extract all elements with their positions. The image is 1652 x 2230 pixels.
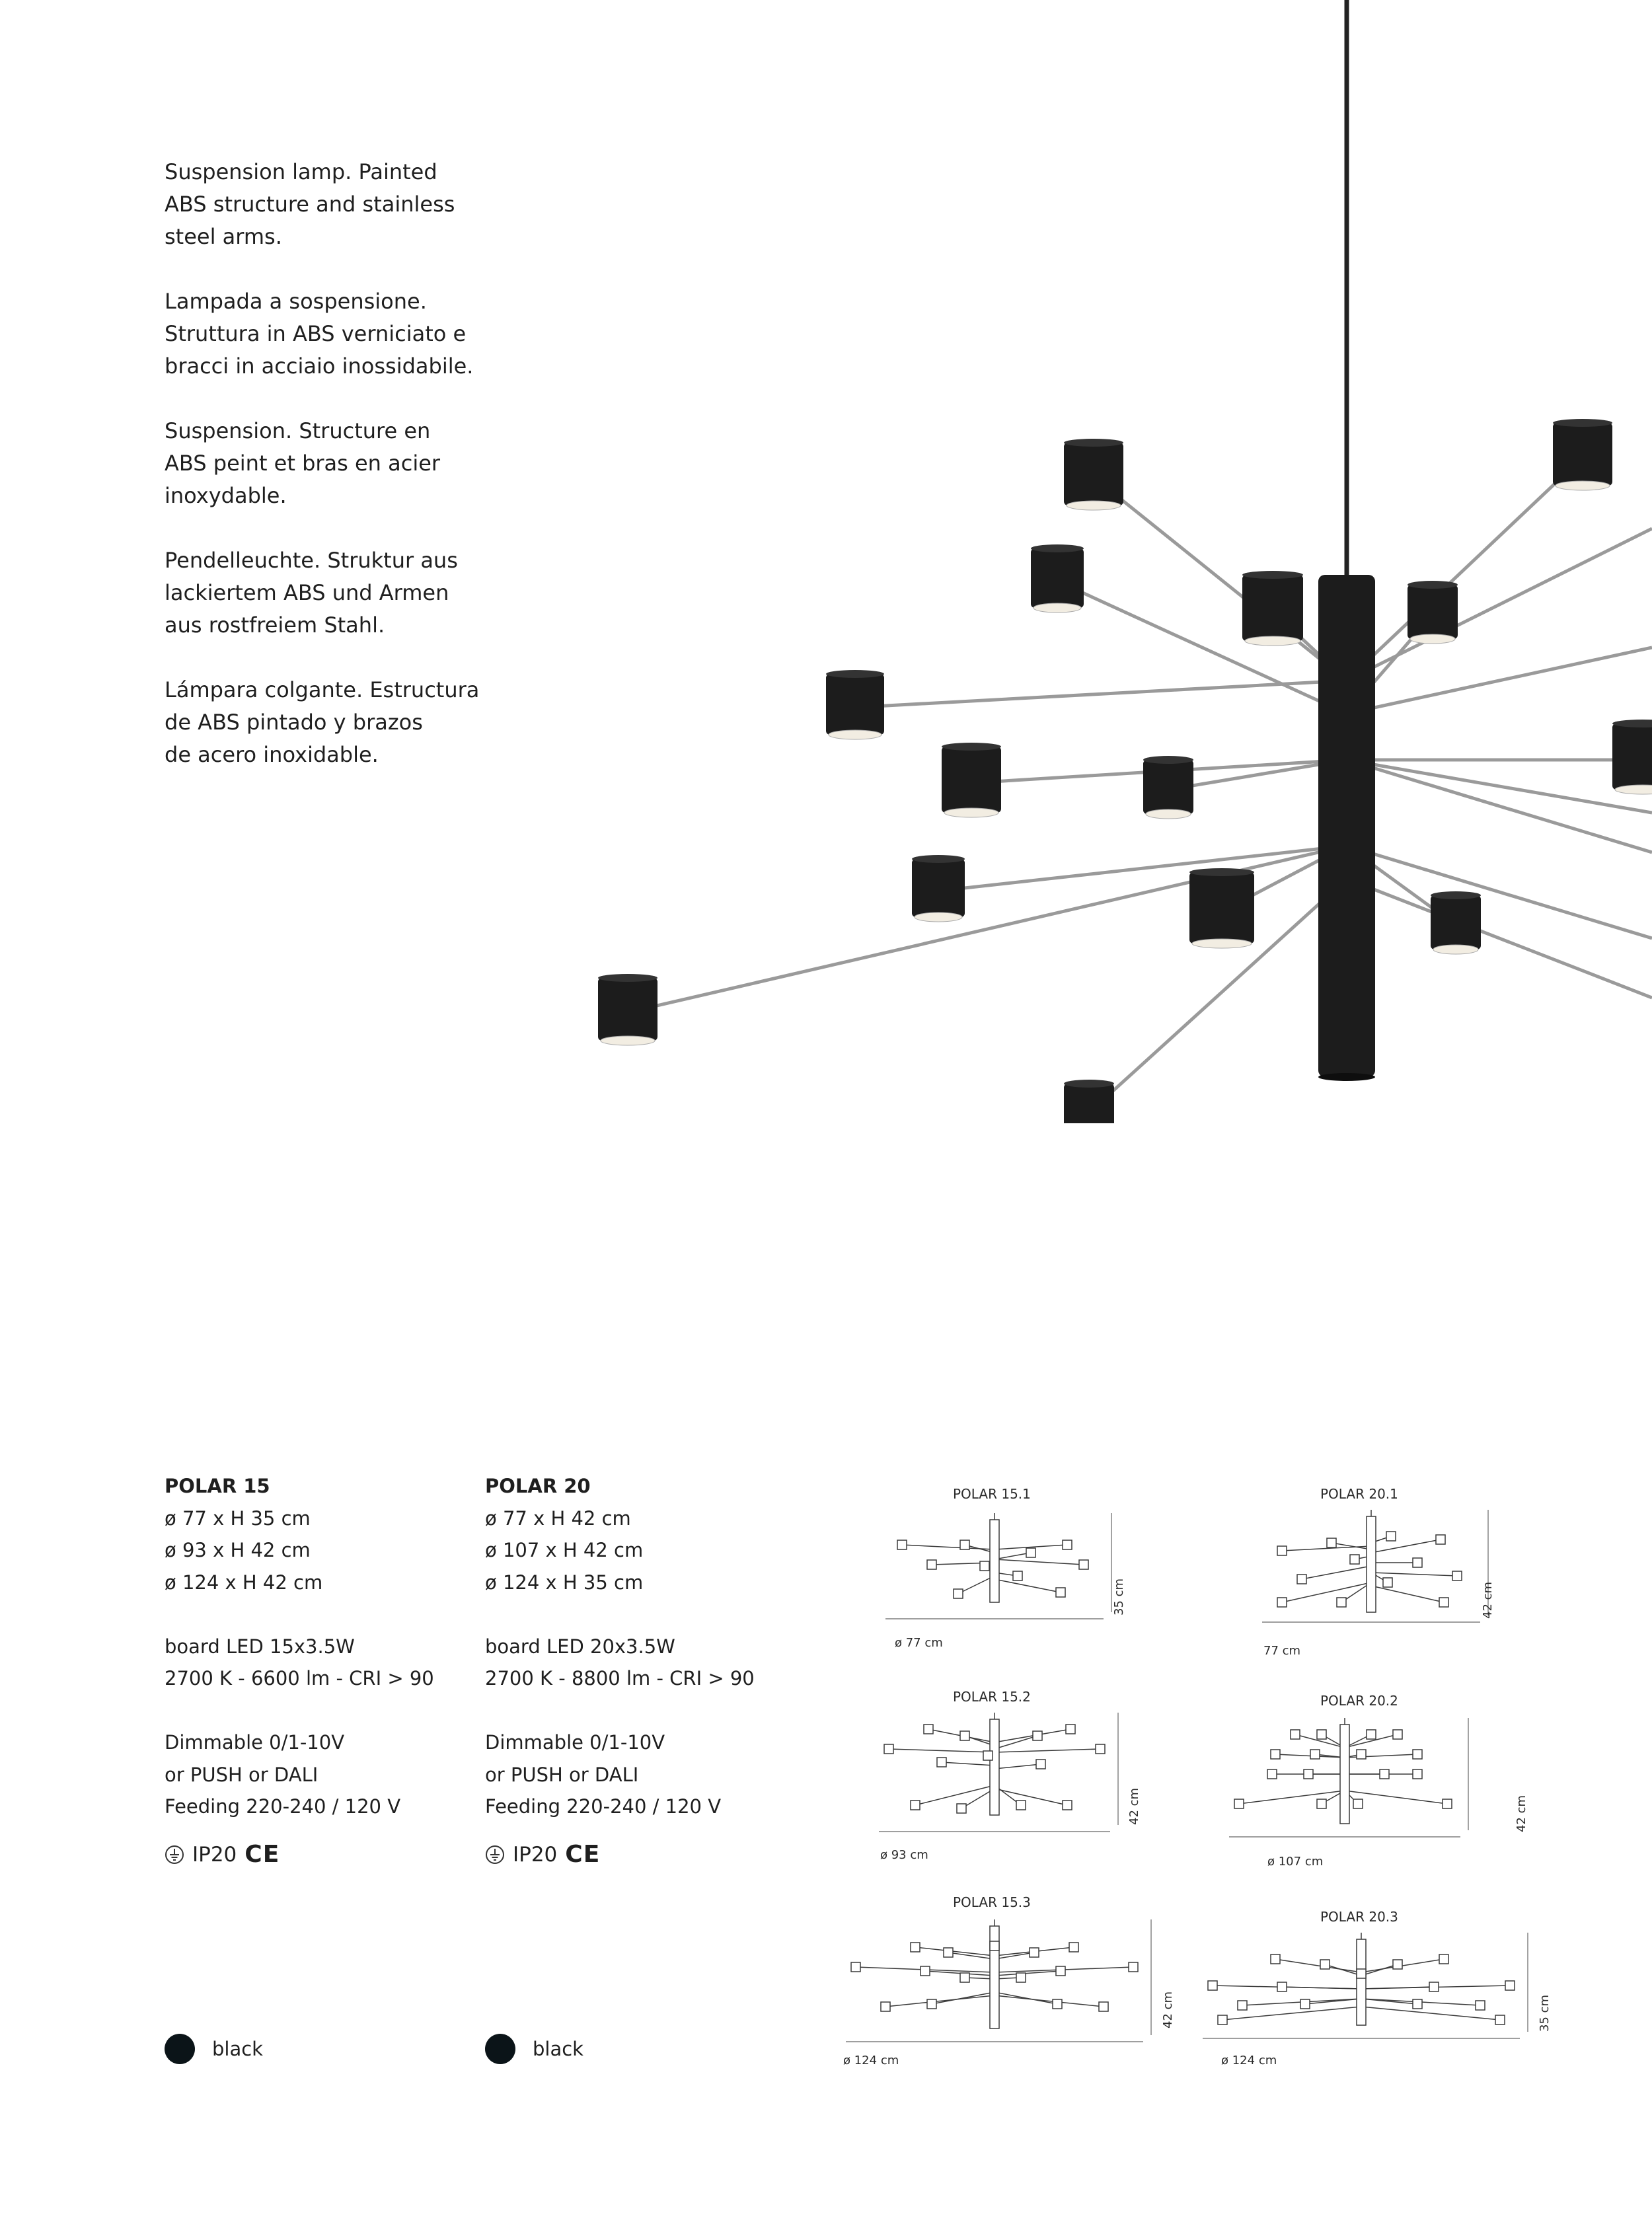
drawing-head bbox=[960, 1973, 969, 1982]
drawing-head bbox=[1357, 1750, 1366, 1759]
diagram-polar-15-2 bbox=[879, 1713, 1110, 1832]
size-line: ø 107 x H 42 cm bbox=[485, 1539, 644, 1561]
drawing-head bbox=[1357, 1969, 1366, 1978]
diagram-polar-20-1 bbox=[1262, 1510, 1480, 1622]
lamp-head-top bbox=[598, 974, 657, 982]
drawing-head bbox=[1300, 1999, 1310, 2009]
lamp-head-top bbox=[912, 855, 965, 863]
drawing-head bbox=[924, 1725, 933, 1734]
drawing-stem bbox=[990, 1520, 999, 1602]
certifications bbox=[485, 1839, 769, 1871]
drawing-head bbox=[851, 1962, 860, 1972]
diagram-width: ø 124 cm bbox=[1221, 2054, 1277, 2067]
lamp-head bbox=[1031, 548, 1084, 608]
electrical-line: Feeding 220-240 / 120 V bbox=[485, 1795, 722, 1818]
drawing-head bbox=[1063, 1540, 1072, 1549]
drawing-head bbox=[1099, 2002, 1108, 2011]
lamp-head bbox=[1064, 443, 1123, 505]
drawing-arm bbox=[889, 1749, 995, 1752]
spec-title: POLAR 20 bbox=[485, 1475, 591, 1497]
drawing-head bbox=[911, 1801, 920, 1810]
drawing-head bbox=[1386, 1532, 1396, 1541]
finish-swatch-polar-20 bbox=[485, 2034, 583, 2064]
diagram-width: 77 cm bbox=[1263, 1644, 1301, 1658]
description-es: Lámpara colgante. Estructura de ABS pintado y brazos de acero inoxidable. bbox=[165, 677, 480, 767]
drawing-head bbox=[1367, 1730, 1376, 1739]
drawing-arm bbox=[995, 1553, 1031, 1559]
ip-rating: IP20 bbox=[192, 1842, 237, 1867]
electrical-line: Dimmable 0/1-10V bbox=[165, 1731, 345, 1754]
description-fr: Suspension. Structure en ABS peint et bras en acier inoxydable. bbox=[165, 418, 441, 508]
electrical-line: Feeding 220-240 / 120 V bbox=[165, 1795, 401, 1818]
drawing-head bbox=[920, 1966, 930, 1976]
stem-base bbox=[1318, 1073, 1375, 1081]
led-line: board LED 15x3.5W bbox=[165, 1635, 355, 1658]
diagram-polar-15-1 bbox=[885, 1513, 1104, 1619]
diagram-width: ø 93 cm bbox=[880, 1848, 928, 1862]
drawing-stem bbox=[1357, 1939, 1366, 2025]
lamp-diffuser bbox=[1033, 603, 1081, 613]
drawing-head bbox=[957, 1804, 966, 1813]
finish-label: black bbox=[212, 2038, 263, 2060]
drawing-head bbox=[1234, 1799, 1244, 1808]
lamp-head bbox=[1553, 423, 1612, 486]
drawing-head bbox=[1069, 1943, 1078, 1952]
drawing-head bbox=[1380, 1769, 1389, 1779]
drawing-head bbox=[1353, 1799, 1363, 1808]
diagram-label: POLAR 15.1 bbox=[953, 1486, 1031, 1502]
drawing-head bbox=[1476, 2001, 1485, 2010]
lamp-diffuser bbox=[1192, 939, 1252, 948]
lamp-diffuser bbox=[1556, 481, 1610, 490]
drawing-head bbox=[1413, 1999, 1422, 2009]
size-line: ø 77 x H 42 cm bbox=[485, 1506, 631, 1530]
drawing-arm bbox=[995, 1789, 1067, 1805]
diagram-label: POLAR 20.1 bbox=[1320, 1486, 1398, 1502]
drawing-head bbox=[1056, 1966, 1065, 1976]
drawing-head bbox=[881, 2002, 890, 2011]
lamp-arm bbox=[1347, 457, 1583, 681]
lamp-diffuser bbox=[944, 808, 998, 817]
lamp-diffuser bbox=[1146, 809, 1191, 819]
drawing-arm bbox=[995, 1559, 1084, 1565]
lamp-head bbox=[826, 674, 884, 735]
drawing-head bbox=[1320, 1960, 1330, 1969]
drawing-head bbox=[1238, 2001, 1247, 2010]
drawing-arm bbox=[1302, 1566, 1371, 1579]
finish-label: black bbox=[533, 2038, 583, 2060]
ground-symbol-icon bbox=[165, 1845, 184, 1865]
led-line: 2700 K - 8800 lm - CRI > 90 bbox=[485, 1667, 755, 1690]
central-stem bbox=[1318, 575, 1375, 1077]
color-dot-black bbox=[485, 2034, 515, 2064]
drawing-arm bbox=[1325, 1964, 1361, 1976]
drawing-head bbox=[1016, 1801, 1026, 1810]
drawing-stem bbox=[990, 1719, 999, 1815]
diagram-height: 42 cm bbox=[1161, 1991, 1175, 2028]
size-line: ø 77 x H 35 cm bbox=[165, 1506, 311, 1530]
diagram-width: ø 124 cm bbox=[843, 2054, 899, 2067]
drawing-arm bbox=[885, 1995, 995, 2007]
drawing-head bbox=[1393, 1730, 1402, 1739]
drawing-head bbox=[1079, 1560, 1088, 1569]
drawing-head bbox=[1053, 1999, 1062, 2009]
drawing-head bbox=[1495, 2015, 1505, 2025]
led-line: 2700 K - 6600 lm - CRI > 90 bbox=[165, 1667, 434, 1690]
drawing-head bbox=[897, 1540, 907, 1549]
drawing-head bbox=[1439, 1598, 1448, 1607]
drawing-head bbox=[1036, 1760, 1045, 1769]
diagram-height: 35 cm bbox=[1112, 1578, 1126, 1616]
drawing-arm bbox=[1345, 1754, 1417, 1758]
lamp-head-top bbox=[1189, 868, 1254, 876]
lamp-arm bbox=[1094, 477, 1347, 681]
drawing-head bbox=[1413, 1750, 1422, 1759]
drawing-head bbox=[1218, 2015, 1227, 2025]
drawing-head bbox=[980, 1561, 989, 1571]
drawing-head bbox=[983, 1751, 993, 1760]
diagram-label: POLAR 15.2 bbox=[953, 1689, 1031, 1705]
ground-symbol-icon bbox=[485, 1845, 505, 1865]
certifications bbox=[165, 1839, 449, 1871]
drawing-head bbox=[911, 1943, 920, 1952]
lamp-head bbox=[1242, 575, 1303, 641]
drawing-arm bbox=[958, 1576, 995, 1594]
diagram-label: POLAR 20.2 bbox=[1320, 1693, 1398, 1709]
lamp-head bbox=[598, 978, 657, 1041]
color-dot-black bbox=[165, 2034, 195, 2064]
drawing-head bbox=[990, 1941, 999, 1951]
lamp-diffuser bbox=[829, 730, 882, 739]
drawing-arm bbox=[932, 1992, 995, 2004]
drawing-arm bbox=[942, 1762, 995, 1765]
drawing-head bbox=[1271, 1954, 1280, 1964]
drawing-head bbox=[1439, 1954, 1448, 1964]
lamp-head-top bbox=[1553, 419, 1612, 427]
drawing-head bbox=[1429, 1982, 1439, 1991]
lamp-head-top bbox=[1143, 756, 1193, 764]
diagram-height: 42 cm bbox=[1481, 1581, 1495, 1619]
drawing-head bbox=[1096, 1744, 1105, 1754]
drawing-head bbox=[1271, 1750, 1280, 1759]
drawing-arm bbox=[995, 1579, 1061, 1592]
drawing-arm bbox=[995, 1736, 1037, 1749]
lamp-head-top bbox=[1064, 1080, 1114, 1088]
size-line: ø 93 x H 42 cm bbox=[165, 1539, 311, 1561]
drawing-arm bbox=[915, 1947, 995, 1956]
drawing-head bbox=[1350, 1555, 1359, 1564]
lamp-head-top bbox=[1431, 891, 1481, 899]
drawing-arm bbox=[1371, 1573, 1457, 1576]
drawing-arm bbox=[1282, 1582, 1371, 1602]
drawing-head bbox=[1063, 1801, 1072, 1810]
drawing-head bbox=[1393, 1960, 1402, 1969]
drawing-head bbox=[1277, 1546, 1287, 1555]
drawing-head bbox=[1297, 1575, 1306, 1584]
lamp-diffuser bbox=[1245, 636, 1300, 646]
drawing-head bbox=[1383, 1578, 1392, 1587]
lamp-head bbox=[1189, 872, 1254, 944]
drawing-arm bbox=[1239, 1791, 1345, 1804]
drawing-head bbox=[927, 1560, 936, 1569]
drawing-stem bbox=[1340, 1725, 1349, 1824]
drawing-arm bbox=[995, 1992, 1057, 2004]
drawing-head bbox=[1413, 1558, 1422, 1567]
ce-mark-icon: CE bbox=[244, 1840, 280, 1868]
electrical-line: or PUSH or DALI bbox=[165, 1763, 319, 1786]
diagram-width: ø 107 cm bbox=[1267, 1855, 1324, 1869]
drawing-arm bbox=[1275, 1959, 1361, 1972]
lamp-arm bbox=[938, 846, 1347, 891]
drawing-stem bbox=[1367, 1516, 1376, 1612]
diagram-width: ø 77 cm bbox=[895, 1636, 943, 1650]
diagram-height: 42 cm bbox=[1127, 1787, 1141, 1825]
drawing-arm bbox=[995, 1764, 1041, 1769]
lamp-head bbox=[1064, 1084, 1114, 1123]
lamp-arm bbox=[1347, 879, 1652, 998]
spec-polar-15 bbox=[165, 1470, 449, 1871]
drawing-head bbox=[1304, 1769, 1313, 1779]
ce-mark-icon: CE bbox=[565, 1840, 601, 1868]
drawing-head bbox=[884, 1744, 893, 1754]
lamp-head bbox=[912, 859, 965, 917]
lamp-head bbox=[1143, 760, 1193, 814]
diagram-polar-20-3 bbox=[1203, 1933, 1520, 2038]
lamp-head bbox=[1612, 724, 1652, 790]
drawing-head bbox=[1291, 1730, 1300, 1739]
diagram-polar-15-3 bbox=[846, 1919, 1143, 2042]
drawing-head bbox=[1277, 1598, 1287, 1607]
diagram-label: POLAR 15.3 bbox=[953, 1894, 1031, 1910]
drawing-head bbox=[1337, 1598, 1346, 1607]
drawing-head bbox=[1436, 1535, 1445, 1544]
ip-rating: IP20 bbox=[513, 1842, 558, 1867]
drawing-head bbox=[960, 1731, 969, 1740]
drawing-head bbox=[960, 1540, 969, 1549]
lamp-head bbox=[942, 747, 1001, 813]
drawing-head bbox=[1443, 1799, 1452, 1808]
description-en: Suspension lamp. Painted ABS structure and stainless steel arms. bbox=[165, 159, 455, 249]
electrical-line: Dimmable 0/1-10V bbox=[485, 1731, 665, 1754]
spec-polar-20 bbox=[485, 1470, 769, 1871]
drawing-head bbox=[937, 1758, 946, 1767]
diagram-label: POLAR 20.3 bbox=[1320, 1909, 1398, 1925]
lamp-diffuser bbox=[1410, 634, 1455, 644]
diagram-height: 42 cm bbox=[1515, 1795, 1528, 1832]
lamp-head-top bbox=[1408, 581, 1458, 589]
led-line: board LED 20x3.5W bbox=[485, 1635, 675, 1658]
drawing-head bbox=[1310, 1750, 1320, 1759]
drawing-head bbox=[1033, 1731, 1042, 1740]
drawing-head bbox=[954, 1589, 963, 1598]
drawing-head bbox=[1452, 1571, 1462, 1580]
lamp-head-top bbox=[942, 743, 1001, 751]
drawing-head bbox=[927, 1999, 936, 2009]
diagram-height: 35 cm bbox=[1538, 1994, 1552, 2032]
drawing-head bbox=[1016, 1973, 1026, 1982]
lamp-head-top bbox=[1064, 439, 1123, 447]
drawing-head bbox=[1413, 1769, 1422, 1779]
drawing-head bbox=[1327, 1538, 1336, 1547]
description-de: Pendelleuchte. Struktur aus lackiertem ABS und Armen aus rostfreiem Stahl. bbox=[165, 548, 458, 638]
drawing-head bbox=[1013, 1571, 1022, 1580]
drawing-head bbox=[1267, 1769, 1277, 1779]
drawing-arm bbox=[1371, 1586, 1444, 1602]
drawing-head bbox=[1208, 1981, 1217, 1990]
finish-swatch-polar-15 bbox=[165, 2034, 263, 2064]
lamp-arm bbox=[1347, 846, 1652, 938]
lamp-head-top bbox=[1242, 571, 1303, 579]
drawing-arm bbox=[995, 1995, 1104, 2007]
size-line: ø 124 x H 35 cm bbox=[485, 1571, 644, 1594]
drawing-head bbox=[944, 1948, 953, 1957]
drawing-head bbox=[1317, 1799, 1326, 1808]
drawing-head bbox=[1277, 1982, 1287, 1991]
drawing-arm bbox=[1361, 1964, 1398, 1976]
lamp-diffuser bbox=[1067, 501, 1121, 510]
lamp-arm bbox=[855, 681, 1347, 708]
lamp-diffuser bbox=[1433, 945, 1478, 954]
lamp-head-top bbox=[1031, 544, 1084, 552]
drawing-arm bbox=[995, 1749, 1100, 1752]
drawing-head bbox=[1066, 1725, 1075, 1734]
drawing-head bbox=[1026, 1548, 1035, 1557]
drawing-head bbox=[1129, 1962, 1138, 1972]
drawing-arm bbox=[1371, 1540, 1441, 1553]
electrical-line: or PUSH or DALI bbox=[485, 1763, 639, 1786]
description-it: Lampada a sospensione. Struttura in ABS verniciato e bracci in acciaio inossidabile. bbox=[165, 289, 474, 379]
spec-title: POLAR 15 bbox=[165, 1475, 270, 1497]
drawing-arm bbox=[1282, 1987, 1361, 1989]
lamp-head-top bbox=[826, 670, 884, 678]
diagram-polar-20-2 bbox=[1229, 1718, 1460, 1837]
drawing-head bbox=[1317, 1730, 1326, 1739]
drawing-head bbox=[1056, 1588, 1065, 1597]
lamp-diffuser bbox=[601, 1036, 655, 1045]
size-line: ø 124 x H 42 cm bbox=[165, 1571, 323, 1594]
lamp-head bbox=[1431, 895, 1481, 949]
lamp-diffuser bbox=[915, 912, 962, 922]
lamp-head bbox=[1408, 585, 1458, 639]
drawing-head bbox=[1505, 1981, 1515, 1990]
drawing-head bbox=[1030, 1948, 1039, 1957]
